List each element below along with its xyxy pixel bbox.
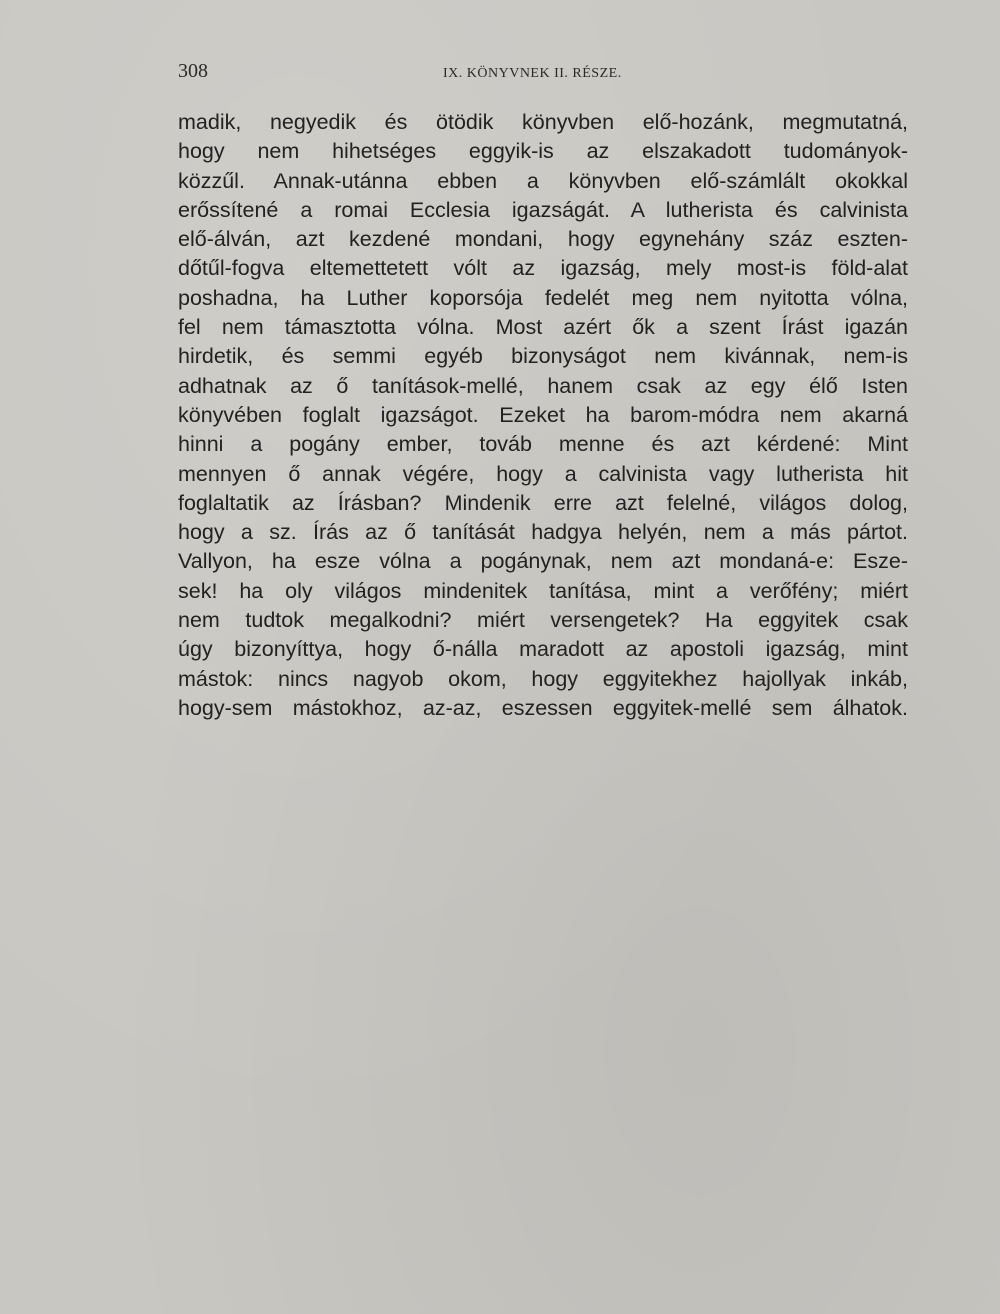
body-paragraph (178, 108, 908, 723)
text-line: közzűl. Annak-utánna ebben a könyvben elő-számlált okokkal (178, 168, 908, 193)
text-line: könyvében foglalt igazságot. Ezeket ha barom-módra nem akarná (178, 402, 908, 427)
page-number: 308 (178, 60, 208, 82)
text-line: hirdetik, és semmi egyéb bizonyságot nem kivánnak, nem-is (178, 344, 908, 369)
text-line: poshadna, ha Luther koporsója fedelét meg nem nyitotta vólna, (178, 285, 908, 310)
text-line: hogy nem hihetséges eggyik-is az elszakadott tudományok- (178, 139, 908, 164)
text-line: hinni a pogány ember, továb menne és azt kérdené: Mint (178, 432, 908, 457)
text-line: Vallyon, ha esze vólna a pogánynak, nem azt mondaná-e: Esze- (178, 549, 908, 574)
text-line: foglaltatik az Írásban? Mindenik erre azt felelné, világos dolog, (178, 490, 908, 515)
text-line: madik, negyedik és ötödik könyvben elő-hozánk, megmutatná, (178, 110, 908, 134)
text-line: fel nem támasztotta vólna. Most azért ők a szent Írást igazán (178, 315, 908, 340)
text-line: nem tudtok megalkodni? miért versengetek? Ha eggyitek csak (178, 608, 908, 633)
text-line: mástok: nincs nagyob okom, hogy eggyitekhez hajollyak inkáb, (178, 666, 908, 691)
text-line: adhatnak az ő tanítások-mellé, hanem csak az egy élő Isten (178, 373, 908, 398)
running-head: IX. KÖNYVNEK II. RÉSZE. (443, 66, 622, 81)
text-line: hogy a sz. Írás az ő tanítását hadgya helyén, nem a más pártot. (178, 520, 908, 545)
text-line: dőtűl-fogva eltemettetett vólt az igazság, mely most-is föld-alat (178, 256, 908, 281)
text-line: mennyen ő annak végére, hogy a calvinista vagy lutherista hit (178, 461, 908, 486)
text-line: erőssítené a romai Ecclesia igazságát. A lutherista és calvinista (178, 197, 908, 222)
text-line: elő-álván, azt kezdené mondani, hogy egynehány száz eszten- (178, 227, 908, 252)
page-header (178, 60, 908, 90)
text-line: hogy-sem mástokhoz, az-az, eszessen eggyitek-mellé sem álhatok. (178, 695, 908, 720)
text-line: sek! ha oly világos mindenitek tanítása, mint a verőfény; miért (178, 578, 908, 603)
text-line: úgy bizonyíttya, hogy ő-nálla maradott az apostoli igazság, mint (178, 637, 908, 662)
